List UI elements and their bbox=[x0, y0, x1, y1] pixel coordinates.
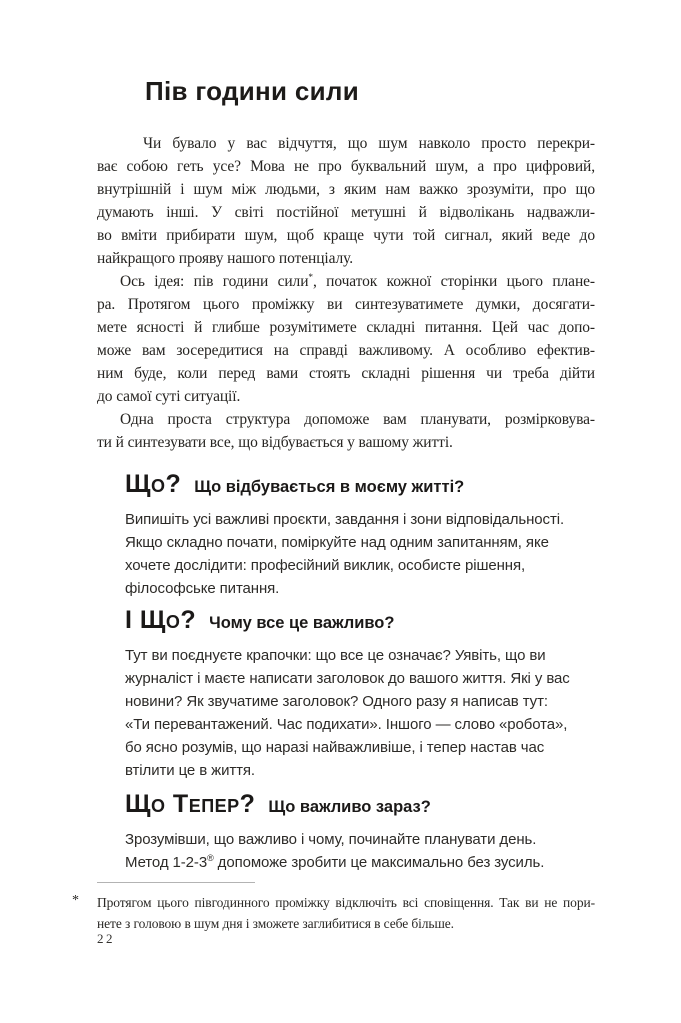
page-content bbox=[72, 76, 595, 934]
section-heading-main: Що? bbox=[125, 470, 182, 498]
text-line: Протягом цього півгодинного проміжку відключіть всі сповіщення. Так ви не пори- bbox=[97, 895, 595, 910]
text-line: Зрозумівши, що важливо і чому, починайте планувати день. bbox=[125, 831, 537, 848]
intro-paragraph-1 bbox=[97, 132, 595, 270]
section-now-what bbox=[125, 790, 595, 874]
text-line: во вміти прибирати шум, щоб краще чути той сигнал, який веде до bbox=[97, 227, 595, 244]
footnote-text bbox=[72, 892, 595, 934]
text-line: ває собою геть усе? Мова не про буквальний шум, а про цифровий, bbox=[97, 158, 595, 175]
footnote-rule bbox=[97, 882, 255, 883]
text-line: Одна проста структура допоможе вам планувати, розмірковува- bbox=[120, 411, 595, 428]
text-line: Чи бувало у вас відчуття, що шум навколо просто перекри- bbox=[143, 135, 595, 152]
text-line: журналіст і маєте написати заголовок до вашого життя. Які у вас bbox=[125, 670, 570, 687]
text-line: хочете дослідити: професійний виклик, особисте рішення, bbox=[125, 557, 526, 574]
section-what bbox=[125, 470, 595, 600]
section-so-what-heading bbox=[125, 606, 595, 638]
intro-text bbox=[97, 132, 595, 454]
text-line: нете з головою в шум дня і зможете заглибитися в себе більше. bbox=[97, 916, 454, 931]
text-line: думають інші. У світі постійної метушні й відволікань надважли- bbox=[97, 204, 595, 221]
page-title: Пів години сили bbox=[145, 76, 359, 106]
section-heading-main: І Що? bbox=[125, 606, 197, 634]
text-line: Ось ідея: пів години сили*, початок кожної сторінки цього плане- bbox=[120, 272, 595, 290]
section-what-body bbox=[125, 508, 595, 600]
footnote-lines bbox=[97, 892, 595, 934]
text-line: ра. Протягом цього проміжку ви синтезуватимете думки, досягати- bbox=[97, 296, 595, 313]
text-line: бо ясно розумів, що наразі найважливіше, і тепер настав час bbox=[125, 739, 545, 756]
page-number: 22 bbox=[97, 931, 115, 946]
section-heading-sub: Що відбувається в моєму житті? bbox=[194, 478, 465, 496]
section-heading-sub: Що важливо зараз? bbox=[268, 798, 431, 816]
text-line: може вам зосередитися на справді важливому. А особливо ефектив- bbox=[97, 342, 595, 359]
text-line: мете ясності й глибше розумітимете складні питання. Цей час допо- bbox=[97, 319, 595, 336]
footnote bbox=[72, 882, 595, 934]
text-line: втілити це в життя. bbox=[125, 762, 256, 779]
text-line: Випишіть усі важливі проєкти, завдання і зони відповідальності. bbox=[125, 511, 565, 528]
text-line: філософське питання. bbox=[125, 580, 280, 597]
intro-paragraph-2 bbox=[97, 270, 595, 408]
text-line: Тут ви поєднуєте крапочки: що все це означає? Уявіть, що ви bbox=[125, 647, 546, 664]
text-line: до самої суті ситуації. bbox=[97, 388, 241, 405]
section-so-what bbox=[125, 606, 595, 782]
intro-paragraph-3 bbox=[97, 408, 595, 454]
footnote-marker: * bbox=[72, 893, 79, 908]
text-line: «Ти перевантажений. Час подихати». Іншого — слово «робота», bbox=[125, 716, 568, 733]
text-line: ти й синтезувати все, що відбувається у вашому житті. bbox=[97, 434, 453, 451]
section-now-what-body bbox=[125, 828, 595, 874]
section-heading-sub: Чому все це важливо? bbox=[209, 614, 395, 632]
text-line: Метод 1-2-3® допоможе зробити це максимально без зусиль. bbox=[125, 853, 545, 871]
section-heading-main: Що Тепер? bbox=[125, 790, 256, 818]
text-line: Якщо складно почати, поміркуйте над одним запитанням, яке bbox=[125, 534, 549, 551]
text-line: внутрішній і шум між людьми, з яким нам важко зрозуміти, про що bbox=[97, 181, 595, 198]
text-line: новини? Як звучатиме заголовок? Одного разу я написав тут: bbox=[125, 693, 548, 710]
section-so-what-body bbox=[125, 644, 595, 782]
section-what-heading bbox=[125, 470, 595, 502]
text-line: ним буде, коли перед вами стоять складні рішення чи треба дійти bbox=[97, 365, 595, 382]
text-line: найкращого прояву нашого потенціалу. bbox=[97, 250, 354, 267]
section-now-what-heading bbox=[125, 790, 595, 822]
